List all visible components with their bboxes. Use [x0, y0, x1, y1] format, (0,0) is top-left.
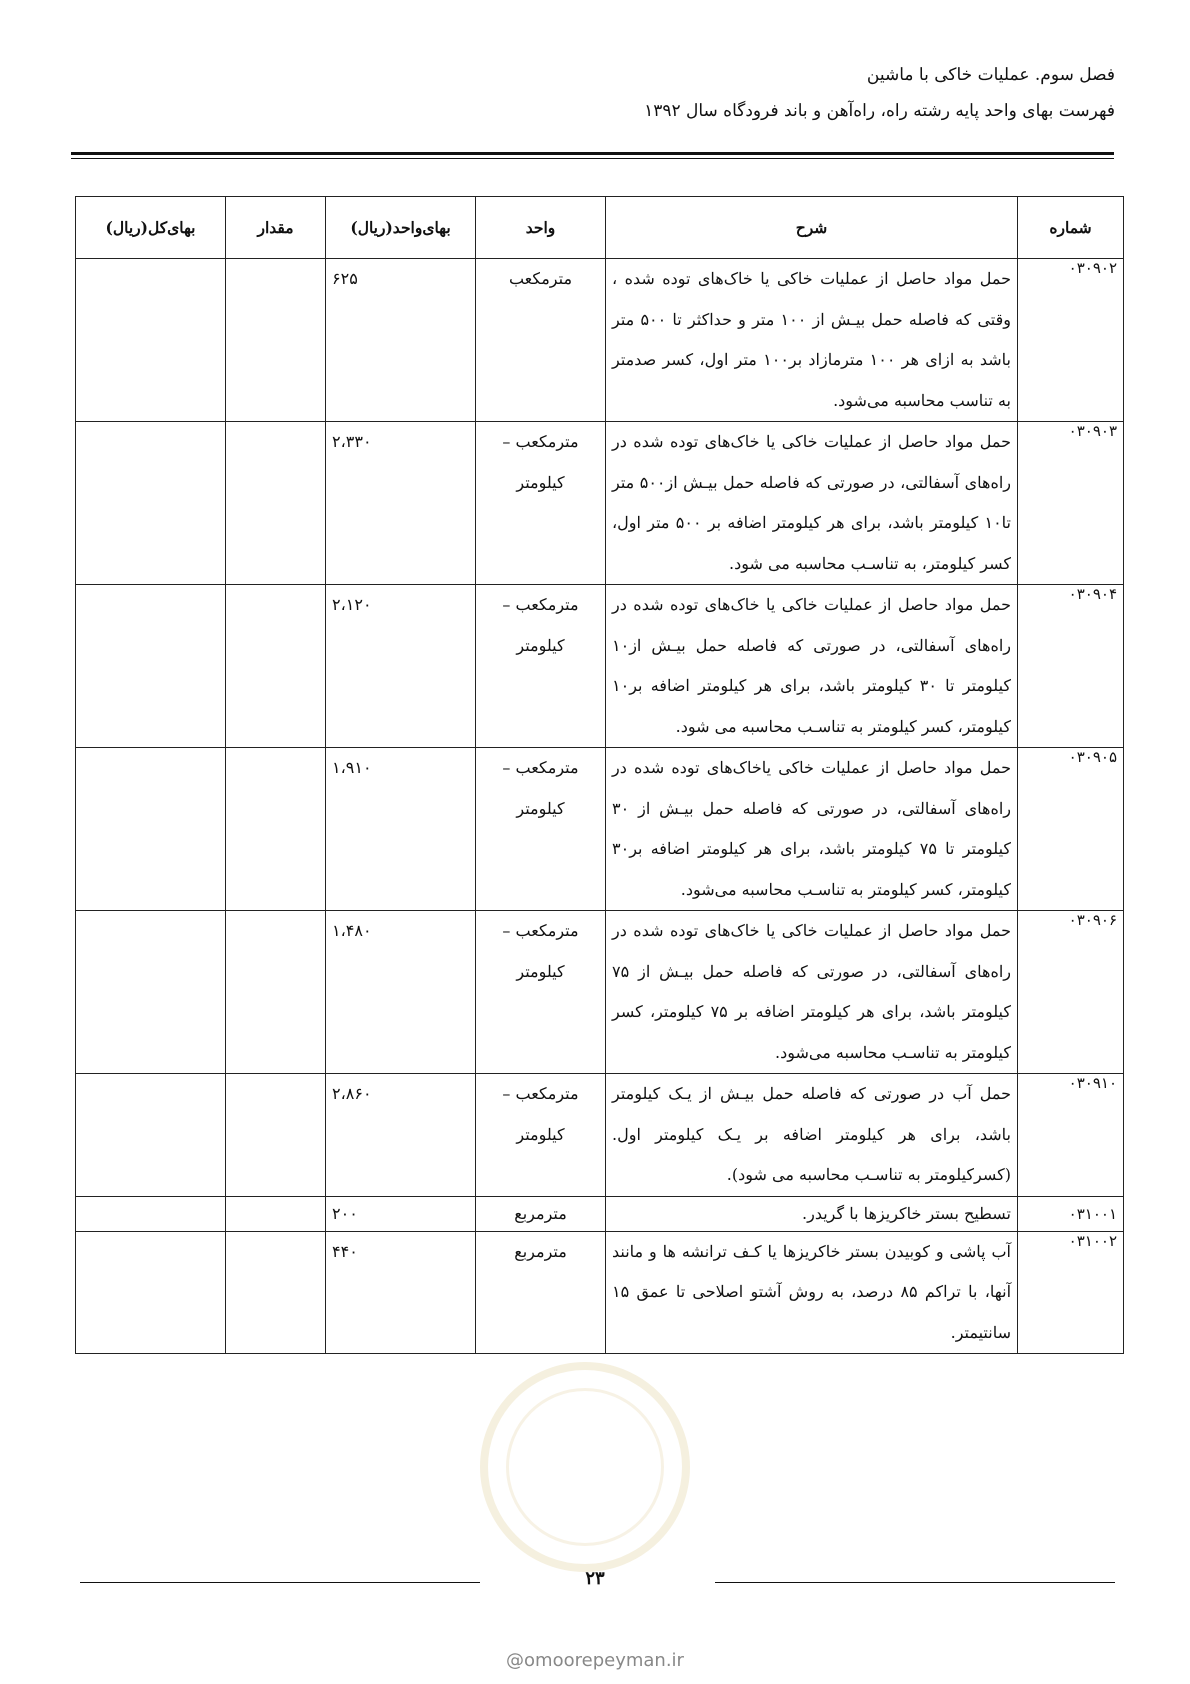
unit-line-1: مترمکعب –: [502, 1084, 579, 1103]
item-description: حمل مواد حاصل از عملیات خاکی یا خاک‌های توده شده در راه‌های آسفالتی، در صورتی که فاصله حمل بیـش از ۷۵ کیلومتر باشد، برای هر کیلومتر اضافه بر ۷۵ کیلومتر، کسر کیلومتر به تناسـب محاسبه می‌شود.: [606, 911, 1018, 1074]
unit-line-2: کیلومتر: [516, 635, 565, 655]
unit-line-2: کیلومتر: [516, 798, 565, 818]
item-unit-price: ۱،۹۱۰: [326, 748, 476, 911]
header-number: شماره: [1018, 197, 1124, 259]
footer-rule-left: [80, 1582, 480, 1583]
header-total-price: بهای‌کل(ریال): [76, 197, 226, 259]
item-unit: [476, 911, 606, 1074]
item-total: [76, 259, 226, 422]
item-number: ۰۳۰۹۰۲: [1018, 259, 1124, 422]
item-number: ۰۳۰۹۰۳: [1018, 422, 1124, 585]
item-unit: [476, 259, 606, 422]
item-description: حمل آب در صورتی که فاصله حمل بیـش از یـک کیلومتر باشد، برای هر کیلومتر اضافه بر یـک کیلومتر اول. (کسرکیلومتر به تناسـب محاسبه می شود).: [606, 1074, 1018, 1197]
unit-line-1: مترمکعب –: [502, 758, 579, 777]
item-total: [76, 748, 226, 911]
table-row: [76, 748, 1124, 911]
item-description: حمل مواد حاصل از عملیات خاکی یا خاک‌های توده شده در راه‌های آسفالتی، در صورتی که فاصله حمل بیـش از۵۰۰ متر تا۱۰ کیلومتر باشد، برای هر کیلومتر اضافه بر ۵۰۰ متر اول، کسر کیلومتر، به تناسـب محاسبه می شود.: [606, 422, 1018, 585]
header-rule-thick: [71, 152, 1114, 155]
item-quantity: [226, 1074, 326, 1197]
item-number: ۰۳۰۹۰۵: [1018, 748, 1124, 911]
price-list-table: [75, 196, 1124, 1354]
unit-line-1: مترمکعب –: [502, 595, 579, 614]
chapter-title: فصل سوم. عملیات خاکی با ماشین: [866, 65, 1115, 85]
watermark-seal: [480, 1362, 690, 1572]
page-header: [75, 62, 1115, 134]
item-quantity: [226, 585, 326, 748]
item-unit: [476, 1074, 606, 1197]
table-row: [76, 1196, 1124, 1231]
item-total: [76, 1231, 226, 1354]
page-number: ۲۳: [585, 1568, 605, 1589]
item-unit-price: ۴۴۰: [326, 1231, 476, 1354]
header-rule-thin: [71, 158, 1114, 159]
table-row: [76, 1074, 1124, 1197]
header-unit: واحد: [476, 197, 606, 259]
unit-line-1: مترمربع: [514, 1241, 567, 1261]
item-unit: [476, 1196, 606, 1231]
item-total: [76, 422, 226, 585]
item-total: [76, 1074, 226, 1197]
item-quantity: [226, 422, 326, 585]
item-unit: [476, 1231, 606, 1354]
item-unit-price: ۶۲۵: [326, 259, 476, 422]
website-watermark: @omoorepeyman.ir: [506, 1650, 684, 1671]
table-header-row: [76, 197, 1124, 259]
header-quantity: مقدار: [226, 197, 326, 259]
table-row: [76, 1231, 1124, 1354]
unit-line-1: مترمکعب –: [502, 432, 579, 451]
item-description: حمل مواد حاصل از عملیات خاکی یاخاک‌های توده شده در راه‌های آسفالتی، در صورتی که فاصله حمل بیـش از ۳۰ کیلومتر تا ۷۵ کیلومتر باشد، برای هر کیلومتر اضافه بر۳۰ کیلومتر، کسر کیلومتر به تناسـب محاسبه می‌شود.: [606, 748, 1018, 911]
table-row: [76, 422, 1124, 585]
item-total: [76, 1196, 226, 1231]
table-row: [76, 585, 1124, 748]
item-description: حمل مواد حاصل از عملیات خاکی یا خاک‌های توده شده ، وقتی که فاصله حمل بیـش از ۱۰۰ متر و حداکثر تا ۵۰۰ متر باشد به ازای هر ۱۰۰ مترمازاد بر۱۰۰ متر اول، کسر صدمتر به تناسب محاسبه می‌شود.: [606, 259, 1018, 422]
unit-line-2: کیلومتر: [516, 961, 565, 981]
item-unit: [476, 422, 606, 585]
item-total: [76, 911, 226, 1074]
unit-line-2: کیلومتر: [516, 472, 565, 492]
item-quantity: [226, 748, 326, 911]
item-quantity: [226, 259, 326, 422]
unit-line-1: مترمکعب –: [502, 921, 579, 940]
item-unit-price: ۲،۳۳۰: [326, 422, 476, 585]
unit-line-1: مترمربع: [514, 1203, 567, 1223]
header-unit-price: بهای‌واحد(ریال): [326, 197, 476, 259]
item-description: تسطیح بستر خاکریزها با گریدر.: [606, 1196, 1018, 1231]
item-quantity: [226, 1231, 326, 1354]
item-description: آب پاشی و کوبیدن بستر خاکریزها یا کـف ترانشه ها و مانند آنها، با تراکم ۸۵ درصد، به روش آشتو اصلاحی تا عمق ۱۵ سانتیمتر.: [606, 1231, 1018, 1354]
item-unit-price: ۲۰۰: [326, 1196, 476, 1231]
item-unit-price: ۲،۱۲۰: [326, 585, 476, 748]
item-description: حمل مواد حاصل از عملیات خاکی یا خاک‌های توده شده در راه‌های آسفالتی، در صورتی که فاصله حمل بیـش از۱۰ کیلومتر تا ۳۰ کیلومتر باشد، برای هر کیلومتر اضافه بر۱۰ کیلومتر، کسر کیلومتر به تناسـب محاسبه می شود.: [606, 585, 1018, 748]
unit-line-1: مترمکعب: [508, 269, 573, 288]
item-number: ۰۳۱۰۰۲: [1018, 1231, 1124, 1354]
item-total: [76, 585, 226, 748]
item-number: ۰۳۰۹۰۶: [1018, 911, 1124, 1074]
table-row: [76, 911, 1124, 1074]
item-number: ۰۳۰۹۰۴: [1018, 585, 1124, 748]
header-description: شرح: [606, 197, 1018, 259]
table-row: [76, 259, 1124, 422]
footer-rule-right: [715, 1582, 1115, 1583]
watermark-inner-ring: [506, 1388, 664, 1546]
document-title: فهرست بهای واحد پایه رشته راه، راه‌آهن و باند فرودگاه سال ۱۳۹۲: [644, 101, 1115, 121]
item-unit-price: ۲،۸۶۰: [326, 1074, 476, 1197]
item-unit-price: ۱،۴۸۰: [326, 911, 476, 1074]
item-number: ۰۳۱۰۰۱: [1018, 1196, 1124, 1231]
item-quantity: [226, 1196, 326, 1231]
item-quantity: [226, 911, 326, 1074]
item-unit: [476, 585, 606, 748]
item-number: ۰۳۰۹۱۰: [1018, 1074, 1124, 1197]
unit-line-2: کیلومتر: [516, 1124, 565, 1144]
item-unit: [476, 748, 606, 911]
